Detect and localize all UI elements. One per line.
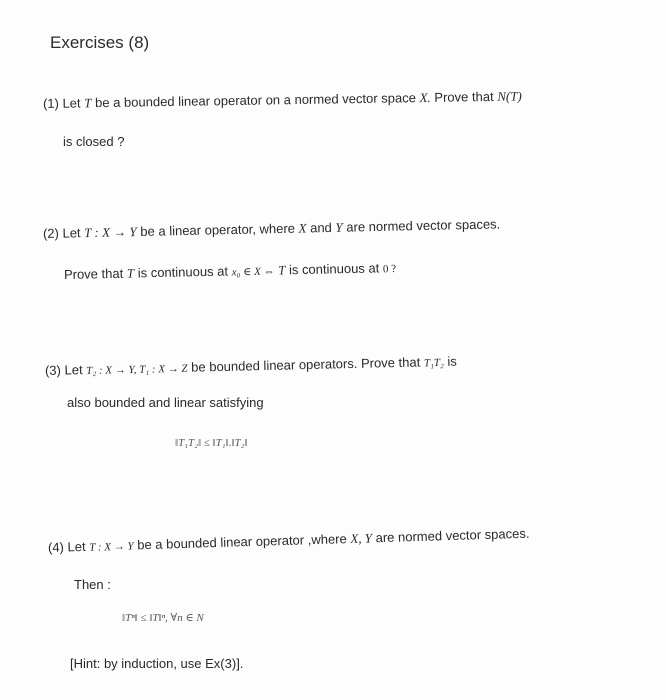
space-x-symbol: X [298, 220, 307, 236]
hint-text: [Hint: by induction, use Ex(3)]. [70, 656, 244, 671]
operator-symbol: T [126, 265, 135, 281]
exercise-2-continuous-2: is continuous at [288, 260, 380, 278]
exercise-3-line-2: also bounded and linear satisfying [67, 395, 264, 410]
norm-inequality-formula: ‖T₁T₂‖ ≤ ‖T₁‖.‖T₂‖ [175, 437, 248, 449]
page-title: Exercises (8) [50, 33, 150, 52]
exercise-3-text: be bounded linear operators. Prove that [191, 354, 421, 375]
exercise-4-text-2: are normed vector spaces. [375, 525, 530, 546]
exercise-3-let: Let [64, 362, 83, 378]
condition-formula: x₀ ∈ X ⇔ [231, 265, 275, 279]
exercise-2-number: (2) [42, 225, 60, 241]
exercise-4-number: (4) [47, 539, 65, 555]
exercise-1-prove: Prove that [434, 88, 494, 105]
exercise-1-number: (1) [42, 95, 59, 111]
zero-point: 0 ? [382, 263, 397, 276]
map-formula: T : X → Y [84, 224, 137, 241]
operator-symbol-2: T [277, 262, 286, 278]
exercise-2-and: and [309, 219, 332, 236]
exercise-3-line-1 [45, 354, 457, 378]
nullspace-symbol: N(T) [497, 88, 522, 104]
map-formula: T : X → Y [89, 540, 134, 554]
exercise-2-line-2 [64, 260, 396, 283]
exercise-4-text-1: be a bounded linear operator ,where [136, 531, 347, 553]
exercise-2-let: Let [62, 225, 81, 241]
power-norm-formula: ‖Tⁿ‖ ≤ ‖T‖ⁿ, ∀n ∈ N [122, 612, 204, 624]
exercise-2-continuous: is continuous at [137, 263, 229, 281]
exercise-2-line-1 [43, 216, 501, 242]
spaces-symbol: X, Y [350, 530, 373, 547]
space-symbol: X. [419, 89, 431, 106]
exercise-2-text-2: are normed vector spaces. [346, 216, 501, 235]
exercise-1-text: be a bounded linear operator on a normed vector space [94, 90, 417, 111]
exercise-1-line-2: is closed ? [63, 134, 125, 149]
exercise-1-let: Let [62, 95, 81, 111]
operators-formula: T₂ : X → Y, T₁ : X → Z [86, 362, 188, 378]
operator-symbol: T [84, 95, 92, 111]
exercise-2-prove: Prove that [63, 265, 124, 282]
exercise-4-then: Then : [74, 577, 111, 592]
exercise-1-line-1 [43, 88, 522, 112]
exercise-4-let: Let [67, 538, 86, 555]
exercise-2-text-1: be a linear operator, where [140, 220, 296, 239]
product-formula: T₁T₂ [423, 356, 444, 370]
exercise-3-is: is [447, 353, 457, 369]
exercise-4-line-1 [48, 526, 530, 556]
exercise-3-number: (3) [44, 362, 62, 378]
space-y-symbol: Y [335, 219, 343, 235]
